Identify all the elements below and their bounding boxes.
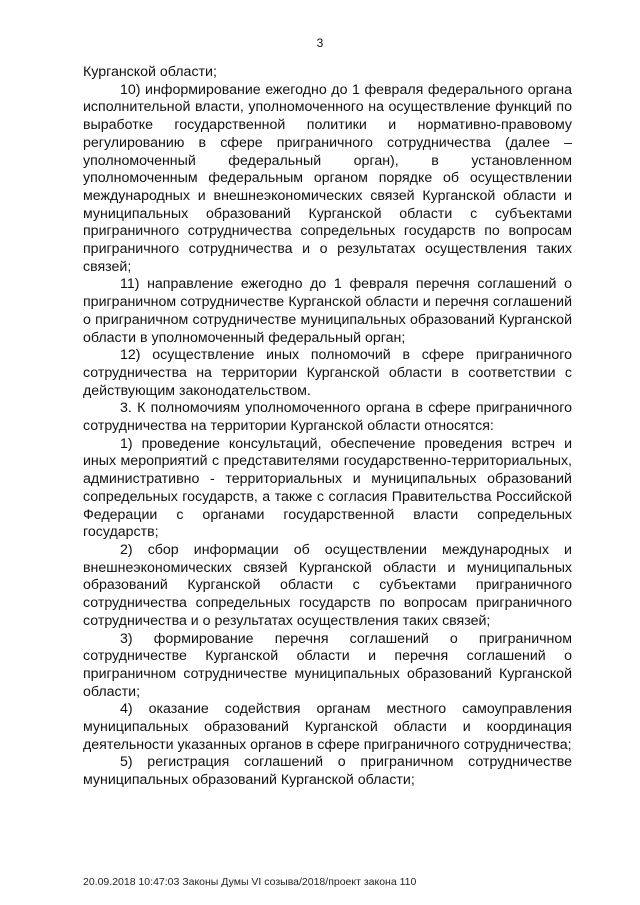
paragraph-subitem-4: 4) оказание содействия органам местного самоуправления муниципальных образований Курганской области и координация деятельности указанных органов в сфере приграничного сотрудничества; — [83, 701, 572, 753]
page-number: 3 — [316, 36, 324, 50]
paragraph-item-12: 12) осуществление иных полномочий в сфере приграничного сотрудничества на территории Курганской области в соответствии с действующим законодательством. — [83, 347, 572, 399]
document-footer: 20.09.2018 10:47:03 Законы Думы VI созыва/2018/проект закона 110 — [83, 876, 417, 888]
paragraph-item-10: 10) информирование ежегодно до 1 февраля федерального органа исполнительной власти, уполномоченного на осуществление функций по выработке государственной политики и нормативно-правовому регулированию в сфере приграничного сотрудничества (далее – уполномоченный федеральный орган), в установленном уполномоченным федеральным органом порядке об осуществлении международных и внешнеэкономических связей Курганской области и муниципальных образований Курганской области с субъектами приграничного сотрудничества сопредельных государств по вопросам приграничного сотрудничества и о результатах осуществления таких связей; — [83, 81, 572, 275]
paragraph-section-3: 3. К полномочиям уполномоченного органа в сфере приграничного сотрудничества на территории Курганской области относятся: — [83, 400, 572, 435]
paragraph-subitem-3: 3) формирование перечня соглашений о приграничном сотрудничестве Курганской области и перечня соглашений о приграничном сотрудничестве муниципальных образований Курганской области; — [83, 630, 572, 700]
document-body — [83, 64, 572, 790]
paragraph-subitem-1: 1) проведение консультаций, обеспечение проведения встреч и иных мероприятий с представителями государственно-территориальных, административно - территориальных и муниципальных образований сопредельных государств, а также с согласия Правительства Российской Федерации с органами государственной власти сопредельных государств; — [83, 435, 572, 541]
paragraph-subitem-2: 2) сбор информации об осуществлении международных и внешнеэкономических связей Курганской области и муниципальных образований Курганской области с субъектами приграничного сотрудничества сопредельных государств по вопросам приграничного сотрудничества и о результатах осуществления таких связей; — [83, 541, 572, 629]
paragraph-item-11: 11) направление ежегодно до 1 февраля перечня соглашений о приграничном сотрудничестве Курганской области и перечня соглашений о приграничном сотрудничестве муниципальных образований Курганской области в уполномоченный федеральный орган; — [83, 276, 572, 346]
paragraph-subitem-5: 5) регистрация соглашений о приграничном сотрудничестве муниципальных образований Курганской области; — [83, 754, 572, 789]
paragraph-continuation: Курганской области; — [83, 64, 217, 80]
